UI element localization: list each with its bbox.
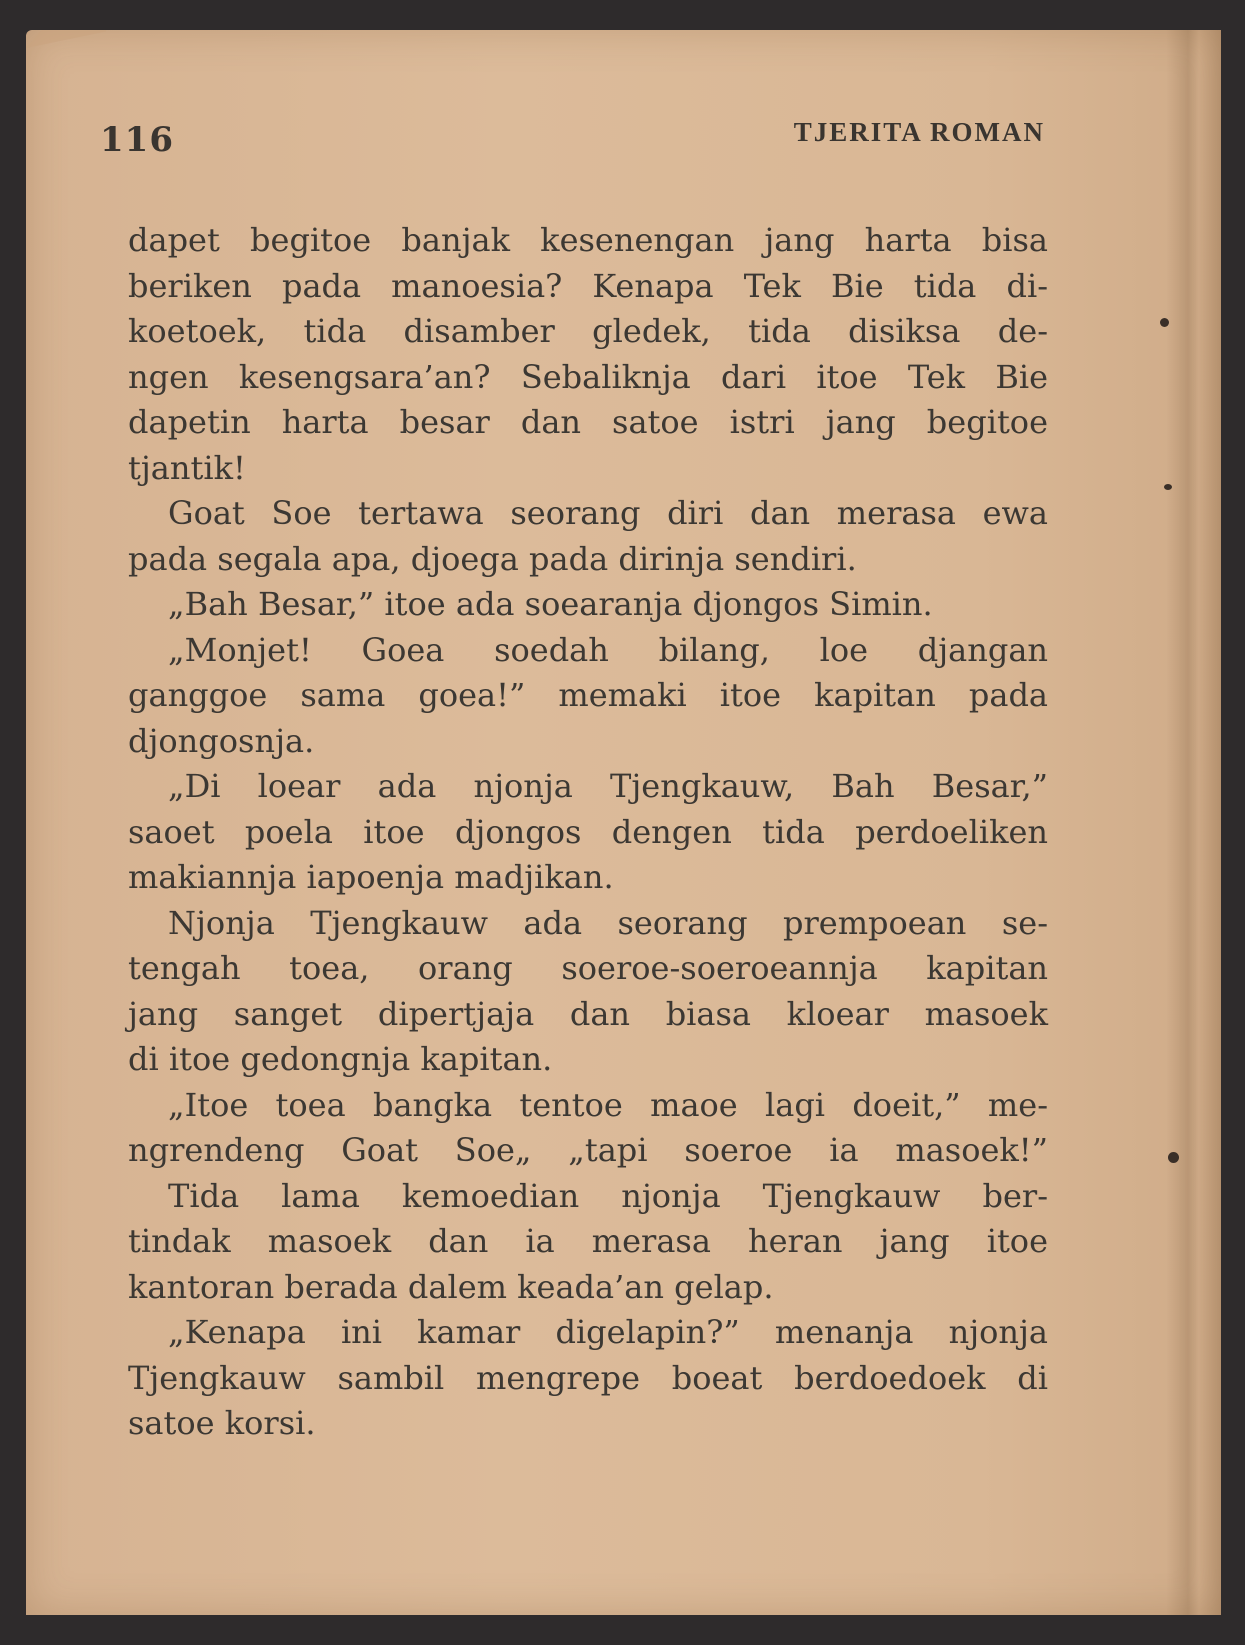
running-head: TJERITA ROMAN xyxy=(793,117,1045,147)
text-line: ganggoe sama goea!” memaki itoe kapitan pada xyxy=(128,676,1048,714)
text-line: kantoran berada dalem keada’an gelap. xyxy=(128,1267,774,1306)
page-edge-shadow xyxy=(1166,30,1221,1615)
text-line: „Monjet! Goea soedah bilang, loe djangan xyxy=(168,630,1048,669)
text-line: dapetin harta besar dan satoe istri jang begitoe xyxy=(128,403,1048,441)
text-line: „Kenapa ini kamar digelapin?” menanja njonja xyxy=(168,1313,1048,1351)
text-line: beriken pada manoesia? Kenapa Tek Bie tida di- xyxy=(128,266,1048,305)
text-line: pada segala apa, djoega pada dirinja sendiri. xyxy=(128,539,857,578)
text-line: tengah toea, orang soeroe-soeroeannja kapitan xyxy=(128,949,1048,987)
text-line: dapet begitoe banjak kesenengan jang harta bisa xyxy=(128,221,1048,259)
text-line: ngen kesengsara’an? Sebaliknja dari itoe Tek Bie xyxy=(128,357,1048,396)
text-line: „Bah Besar,” itoe ada soearanja djongos Simin. xyxy=(168,585,933,623)
text-line: „Itoe toea bangka tentoe maoe lagi doeit,” me- xyxy=(168,1085,1048,1124)
text-line: koetoek, tida disamber gledek, tida disiksa de- xyxy=(128,312,1048,350)
text-line: Tida lama kemoedian njonja Tjengkauw ber- xyxy=(168,1176,1048,1215)
text-line: makiannja iapoenja madjikan. xyxy=(128,858,614,896)
text-line: djongosnja. xyxy=(128,721,315,760)
text-line: Goat Soe tertawa seorang diri dan merasa ewa xyxy=(168,494,1048,532)
text-line: tjantik! xyxy=(128,448,246,487)
body-text xyxy=(128,218,1048,1447)
ink-speck xyxy=(1164,484,1172,490)
text-line: tindak masoek dan ia merasa heran jang itoe xyxy=(128,1222,1048,1260)
text-line: ngrendeng Goat Soe„ „tapi soeroe ia masoek!” xyxy=(128,1131,1048,1169)
text-line: Njonja Tjengkauw ada seorang prempoean se- xyxy=(168,903,1048,942)
text-line: saoet poela itoe djongos dengen tida perdoeliken xyxy=(128,812,1048,851)
text-line: di itoe gedongnja kapitan. xyxy=(128,1040,553,1078)
ink-speck xyxy=(1160,318,1169,327)
page-corner-fold xyxy=(26,30,106,48)
page-number: 116 xyxy=(100,120,174,160)
ink-speck xyxy=(1168,1152,1179,1163)
page-header xyxy=(100,90,1045,160)
text-line: jang sanget dipertjaja dan biasa kloear masoek xyxy=(128,994,1048,1033)
text-line: „Di loear ada njonja Tjengkauw, Bah Besar,” xyxy=(168,767,1048,805)
text-line: satoe korsi. xyxy=(128,1404,316,1442)
text-line: Tjengkauw sambil mengrepe boeat berdoedoek di xyxy=(128,1358,1048,1397)
